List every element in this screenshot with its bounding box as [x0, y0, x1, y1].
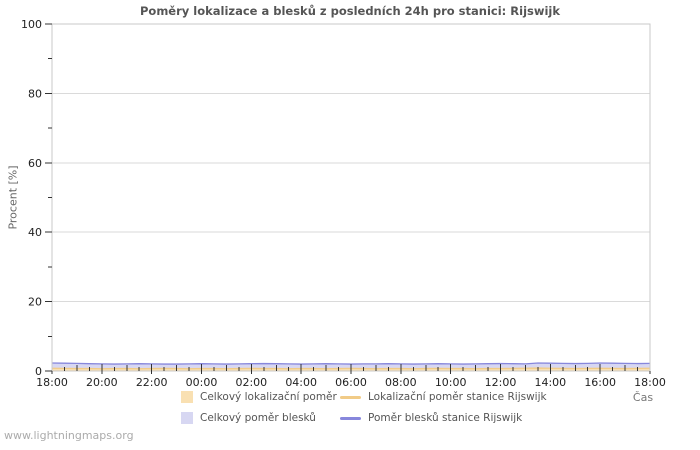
legend-item-station-localization	[340, 390, 547, 404]
legend-label: Celkový lokalizační poměr	[200, 391, 337, 403]
legend-swatch-total-localization	[181, 391, 193, 403]
series-line-pom-r-blesk-stanice-rijswijk	[52, 363, 650, 364]
x-tick-label: 04:00	[285, 376, 318, 389]
watermark: www.lightningmaps.org	[4, 429, 134, 442]
y-tick-label: 80	[28, 87, 42, 101]
legend-label: Poměr blesků stanice Rijswijk	[368, 412, 523, 424]
y-tick-label: 20	[28, 295, 42, 309]
x-tick-label: 14:00	[534, 376, 567, 389]
legend-label: Lokalizační poměr stanice Rijswijk	[368, 391, 547, 403]
x-tick-label: 16:00	[584, 376, 617, 389]
legend-item-station-lightning	[340, 411, 522, 425]
x-tick-label: 10:00	[434, 376, 467, 389]
x-axis-title: Čas	[632, 391, 654, 404]
legend-swatch-station-lightning	[340, 417, 361, 420]
legend-swatch-station-localization	[340, 396, 361, 399]
plot-border	[52, 24, 650, 371]
x-tick-label: 22:00	[135, 376, 168, 389]
x-tick-label: 00:00	[185, 376, 218, 389]
legend-swatch-total-lightning	[181, 412, 193, 424]
x-tick-label: 02:00	[235, 376, 268, 389]
x-tick-label: 20:00	[85, 376, 118, 389]
x-tick-label: 06:00	[335, 376, 367, 389]
x-tick-label: 12:00	[484, 376, 517, 389]
y-tick-label: 60	[28, 156, 42, 170]
legend-item-total-localization	[181, 390, 337, 404]
legend-item-total-lightning	[181, 411, 316, 425]
x-tick-label: 08:00	[384, 376, 417, 389]
x-tick-label: 18:00	[634, 376, 666, 389]
y-axis-title: Procent [%]	[6, 165, 20, 230]
legend-label: Celkový poměr blesků	[200, 412, 316, 424]
y-tick-label: 40	[28, 226, 42, 240]
y-tick-label: 100	[21, 18, 42, 31]
y-tick-label: 0	[35, 365, 42, 378]
chart-title: Poměry lokalizace a blesků z posledních 24h pro stanici: Rijswijk	[139, 4, 561, 18]
x-tick-label: 18:00	[36, 376, 68, 389]
